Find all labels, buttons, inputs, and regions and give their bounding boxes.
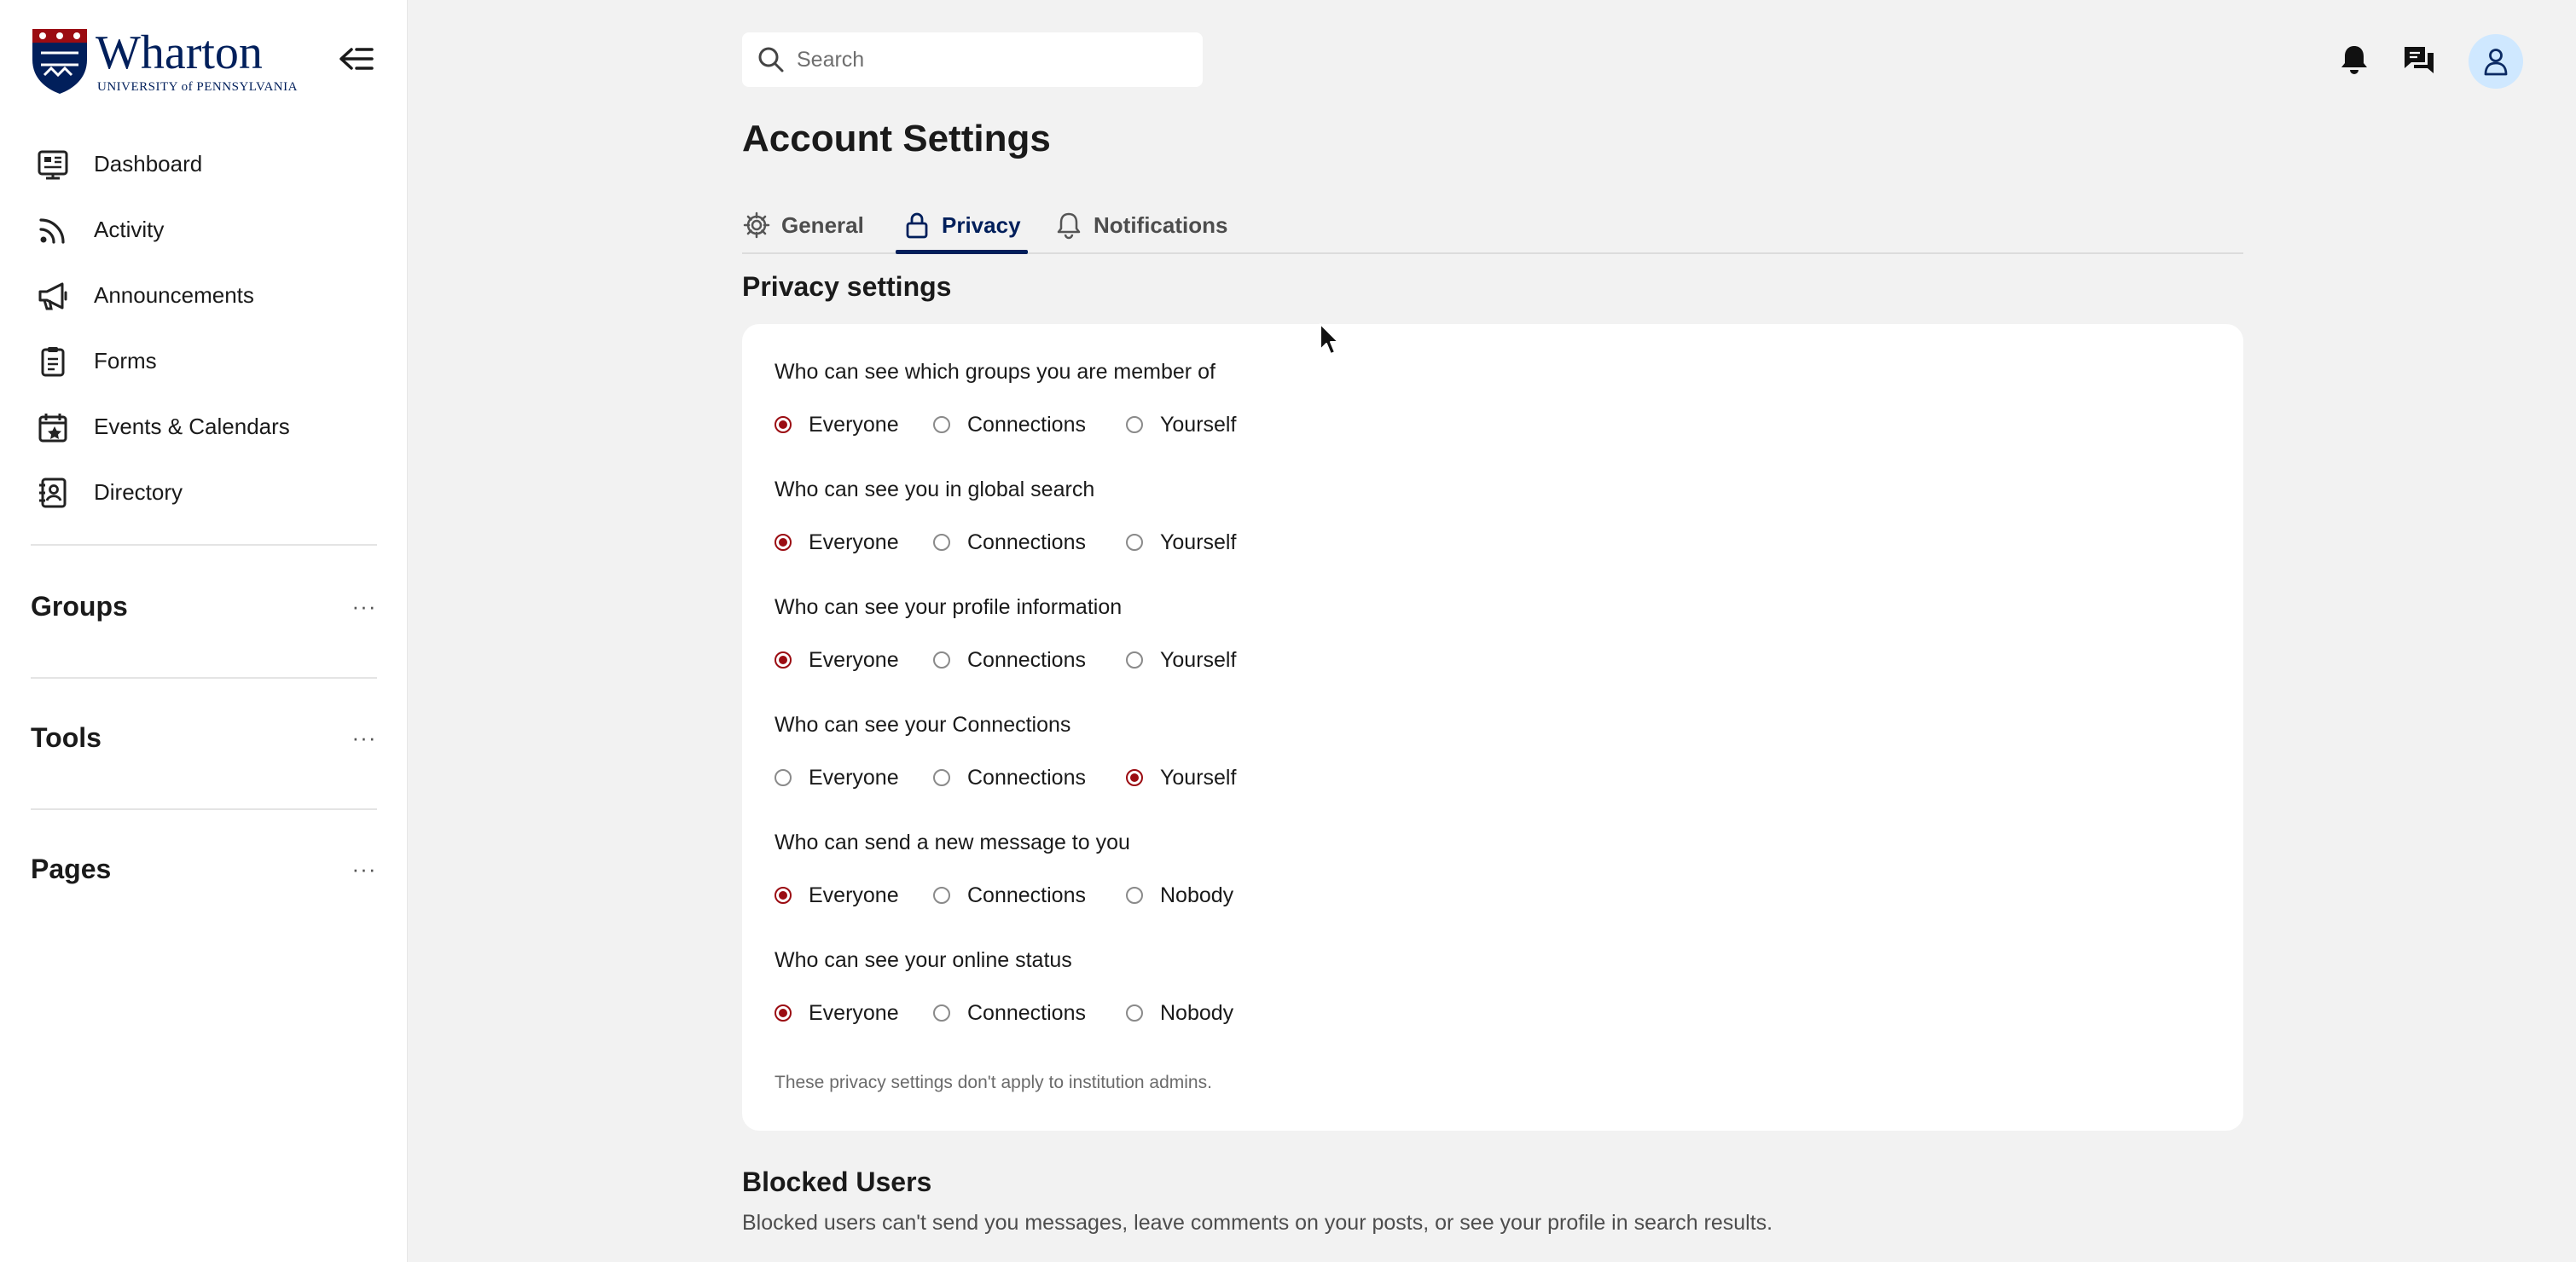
radio-button[interactable] [933,769,950,786]
radio-option-connections[interactable]: Connections [933,766,1126,790]
sidebar-nav [0,131,407,525]
logo-wordmark: Wharton [96,26,263,79]
sidebar-section-pages [31,848,377,890]
logo-subtext: UNIVERSITY of PENNSYLVANIA [97,80,298,94]
sidebar-item-label: Activity [94,217,165,242]
collapse-sidebar-button[interactable] [338,44,375,73]
question-global-search: Who can see you in global search [775,478,1095,501]
radio-option-connections[interactable]: Connections [933,883,1126,908]
radio-button[interactable] [775,651,792,669]
radio-option-yourself[interactable]: Yourself [1126,530,1236,555]
tab-notifications[interactable] [1054,198,1227,252]
clipboard-icon [36,344,70,379]
question-groups-visibility: Who can see which groups you are member of [775,360,1215,384]
radio-option-connections[interactable]: Connections [933,530,1126,555]
sidebar-section-groups [31,585,377,628]
radio-button[interactable] [775,1004,792,1022]
bell-outline-icon [1054,211,1083,240]
mouse-cursor-icon [1319,322,1341,356]
radio-button[interactable] [1126,769,1143,786]
sidebar-section-tools [31,716,377,759]
sidebar-divider [31,808,377,810]
tab-label: Privacy [942,211,1021,238]
sidebar-item-label: Announcements [94,282,254,308]
tab-general[interactable] [742,198,864,252]
radio-button[interactable] [933,651,950,669]
radio-option-nobody[interactable]: Nobody [1126,883,1233,908]
page-title: Account Settings [742,118,1051,159]
search-icon [756,44,786,75]
sidebar-item-label: Directory [94,479,183,505]
privacy-settings-card [742,324,2243,1131]
sidebar-item-directory[interactable] [0,460,407,525]
privacy-settings-title: Privacy settings [742,271,952,302]
sidebar-item-dashboard[interactable] [0,131,407,197]
sidebar-item-label: Events & Calendars [94,414,290,439]
rss-icon [36,213,70,247]
radio-option-everyone[interactable]: Everyone [775,1001,933,1026]
radio-group-online-status [775,996,1233,1030]
privacy-footnote: These privacy settings don't apply to institution admins. [775,1073,1212,1092]
radio-option-yourself[interactable]: Yourself [1126,413,1236,437]
sidebar-item-label: Forms [94,348,157,373]
section-title[interactable]: Tools [31,721,102,753]
radio-group-profile-info [775,643,1236,677]
more-options-icon[interactable]: ··· [351,593,377,619]
radio-button[interactable] [1126,416,1143,433]
search-input[interactable] [795,47,1191,73]
radio-button[interactable] [775,534,792,551]
radio-option-yourself[interactable]: Yourself [1126,766,1236,790]
radio-group-groups-visibility [775,408,1236,442]
radio-option-yourself[interactable]: Yourself [1126,648,1236,673]
radio-button[interactable] [933,1004,950,1022]
calendar-star-icon [36,410,70,444]
radio-button[interactable] [1126,1004,1143,1022]
notifications-button[interactable] [2332,38,2376,82]
sidebar-item-events[interactable] [0,394,407,460]
section-title[interactable]: Pages [31,853,112,884]
settings-tabs [742,198,2243,254]
gear-icon [742,211,771,240]
dashboard-icon [36,148,70,182]
blocked-users-description: Blocked users can't send you messages, leave comments on your posts, or see your profile in search results. [742,1211,1773,1235]
sidebar-divider [31,544,377,546]
search-bar[interactable] [742,32,1203,87]
collapse-left-icon [338,44,375,73]
question-connections-visibility: Who can see your Connections [775,713,1071,737]
radio-group-connections-visibility [775,761,1236,795]
tab-label: General [781,211,864,238]
radio-option-connections[interactable]: Connections [933,648,1126,673]
sidebar-divider [31,677,377,679]
sidebar-item-label: Dashboard [94,151,203,177]
radio-option-everyone[interactable]: Everyone [775,648,933,673]
radio-option-everyone[interactable]: Everyone [775,883,933,908]
sidebar-item-announcements[interactable] [0,263,407,328]
radio-option-connections[interactable]: Connections [933,1001,1126,1026]
more-options-icon[interactable]: ··· [351,855,377,882]
more-options-icon[interactable]: ··· [351,724,377,750]
section-title[interactable]: Groups [31,590,128,622]
contact-book-icon [36,476,70,510]
radio-option-nobody[interactable]: Nobody [1126,1001,1233,1026]
radio-button[interactable] [1126,887,1143,904]
radio-button[interactable] [1126,651,1143,669]
radio-button[interactable] [775,416,792,433]
radio-button[interactable] [775,887,792,904]
messages-button[interactable] [2397,38,2441,82]
blocked-users-title: Blocked Users [742,1166,932,1197]
radio-button[interactable] [1126,534,1143,551]
sidebar [0,0,408,1262]
question-new-message: Who can send a new message to you [775,831,1130,854]
wharton-logo[interactable] [31,26,307,96]
radio-button[interactable] [933,887,950,904]
chat-icon [2402,43,2436,77]
lock-icon [902,211,931,240]
radio-option-everyone[interactable]: Everyone [775,530,933,555]
question-profile-info: Who can see your profile information [775,595,1123,619]
radio-button[interactable] [775,769,792,786]
user-avatar-button[interactable] [2469,34,2523,89]
question-online-status: Who can see your online status [775,948,1072,972]
radio-option-everyone[interactable]: Everyone [775,413,933,437]
radio-group-global-search [775,525,1236,559]
tab-label: Notifications [1094,211,1228,238]
radio-button[interactable] [933,416,950,433]
sidebar-item-activity[interactable] [0,197,407,263]
bell-icon [2337,43,2371,77]
megaphone-icon [36,279,70,313]
tab-privacy[interactable] [902,198,1021,252]
radio-button[interactable] [933,534,950,551]
radio-option-connections[interactable]: Connections [933,413,1126,437]
radio-option-everyone[interactable]: Everyone [775,766,933,790]
sidebar-item-forms[interactable] [0,328,407,394]
radio-group-new-message [775,878,1233,912]
user-icon [2480,46,2511,77]
